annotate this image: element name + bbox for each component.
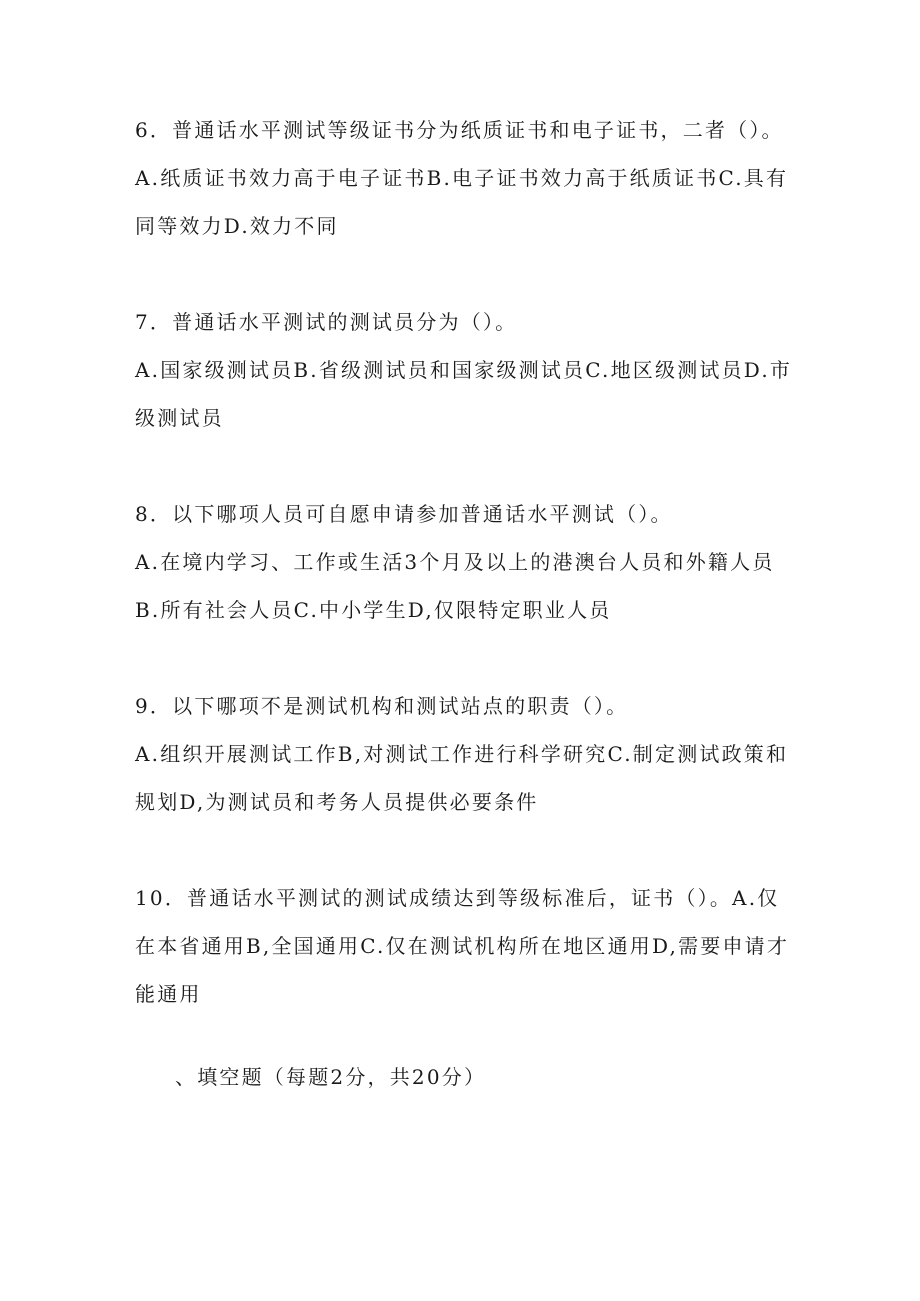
question-10 bbox=[135, 874, 795, 1018]
question-8-options: A.在境内学习、工作或生活3个月及以上的港澳台人员和外籍人员B.所有社会人员C.中小学生D,仅限特定职业人员 bbox=[135, 550, 775, 622]
question-7-stem: 7．普通话水平测试的测试员分为（）。 bbox=[135, 310, 518, 334]
question-9 bbox=[135, 682, 795, 826]
question-9-stem: 9．以下哪项不是测试机构和测试站点的职责（）。 bbox=[135, 694, 629, 718]
question-7 bbox=[135, 298, 795, 442]
question-8 bbox=[135, 490, 795, 634]
question-10-stem: 10．普通话水平测试的测试成绩达到等级标准后，证书（）。A.仅在本省通用B,全国通用C.仅在测试机构所在地区通用D,需要申请才能通用 bbox=[135, 886, 790, 1006]
section-heading: 、填空题（每题2分，共20分） bbox=[175, 1065, 487, 1089]
question-8-stem: 8．以下哪项人员可自愿申请参加普通话水平测试（）。 bbox=[135, 502, 673, 526]
question-6 bbox=[135, 106, 795, 250]
question-9-options: A.组织开展测试工作B,对测试工作进行科学研究C.制定测试政策和规划D,为测试员和考务人员提供必要条件 bbox=[135, 742, 789, 814]
question-7-options: A.国家级测试员B.省级测试员和国家级测试员C.地区级测试员D.市级测试员 bbox=[135, 358, 793, 430]
question-6-options: A.纸质证书效力高于电子证书B.电子证书效力高于纸质证书C.具有同等效力D.效力不同 bbox=[135, 166, 789, 238]
question-6-stem: 6．普通话水平测试等级证书分为纸质证书和电子证书，二者（）。 bbox=[135, 118, 784, 142]
